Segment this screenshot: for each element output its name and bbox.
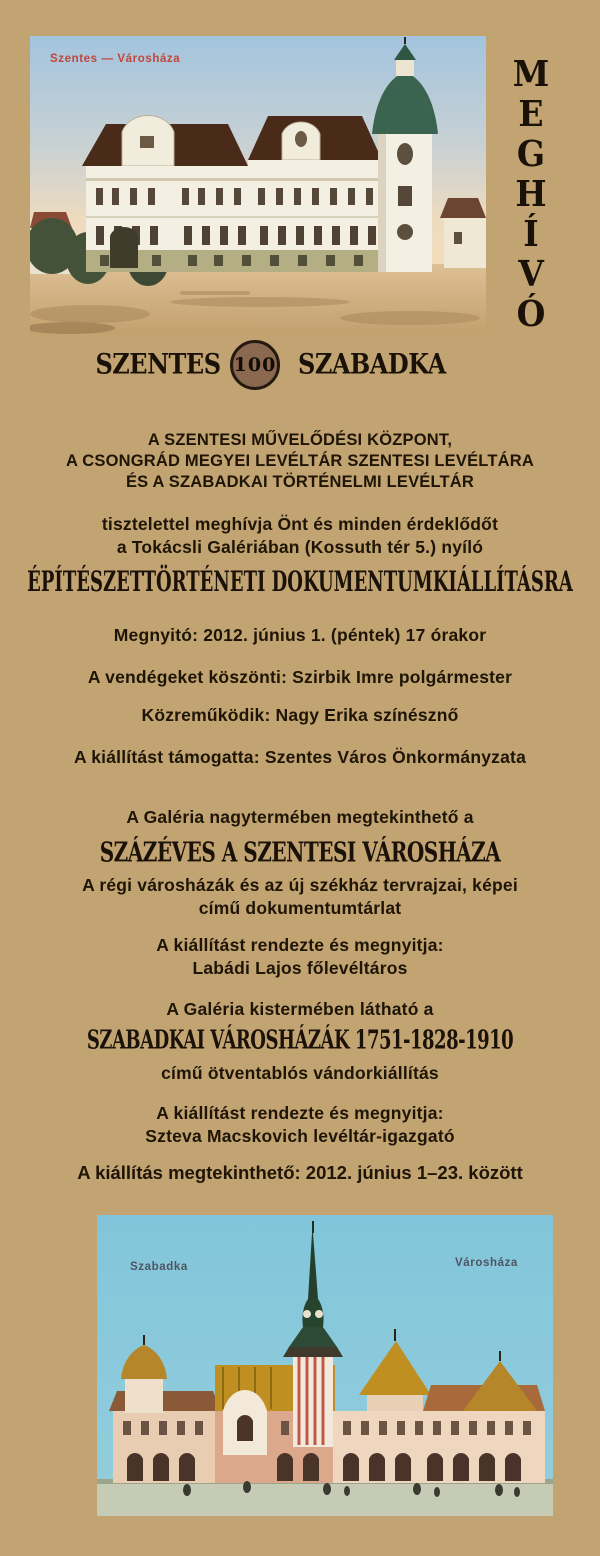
badge-number: 100: [233, 354, 277, 376]
hall2-curator-line: A kiállítást rendezte és megnyitja:: [156, 1103, 444, 1123]
hall1-subtitle-line: című dokumentumtárlat: [198, 898, 402, 918]
meghivo-vertical-title: [504, 54, 558, 334]
meghivo-letter: G: [516, 132, 546, 175]
hall1-exhibition-title: SZÁZÉVES A SZENTESI VÁROSHÁZA: [99, 835, 501, 869]
organizer-line: A SZENTESI MŰVELŐDÉSI KÖZPONT,: [147, 431, 453, 449]
right-house: [444, 218, 486, 268]
hall1-intro-line: A Galéria nagytermében megtekinthető a: [126, 807, 474, 827]
portal-gate: [110, 227, 138, 268]
tower-balcony: [283, 1347, 343, 1357]
meghivo-letter: Ó: [516, 292, 546, 335]
gable-window: [140, 136, 154, 148]
postcard-szabadka-image: [97, 1215, 553, 1516]
meghivo-letter: M: [512, 52, 550, 95]
cornice: [86, 178, 382, 181]
postcard-bottom-caption-left: Szabadka: [130, 1261, 188, 1273]
hall2-intro-line: A Galéria kistermében látható a: [166, 999, 434, 1019]
hall2-exhibition-title: SZABADKAI VÁROSHÁZÁK 1751-1828-1910: [86, 1025, 514, 1056]
right-house-window: [454, 232, 462, 244]
tower-window: [398, 186, 412, 206]
invitation-block: [0, 513, 600, 559]
postcard-top-caption: Szentes — Városháza: [50, 53, 181, 65]
hall2-curator-block: [0, 1102, 600, 1148]
meghivo-letter: V: [518, 252, 544, 295]
organizer-line: A CSONGRÁD MEGYEI LEVÉLTÁR SZENTESI LEVÉLTÁRA: [66, 452, 534, 470]
opening-line: Megnyitó: 2012. június 1. (péntek) 17 órakor: [113, 625, 487, 645]
hall2-subtitle-line: című ötventablós vándorkiállítás: [161, 1063, 439, 1083]
postcard-bottom-caption-right: Városháza: [455, 1257, 518, 1269]
invite-line: a Tokácsli Galériában (Kossuth tér 5.) nyíló: [116, 537, 484, 557]
centenary-badge: [230, 340, 280, 390]
clock-right: [315, 1310, 323, 1318]
tower-oval-window: [397, 143, 413, 165]
right-facade: [248, 160, 382, 264]
right-house-roof: [440, 198, 486, 218]
hall1-subtitle-line: A régi városházák és az új székház tervrajzai, képei: [82, 875, 518, 895]
clock-left: [303, 1310, 311, 1318]
gable-arch-window: [237, 1415, 253, 1441]
cornice2: [86, 216, 382, 218]
organizers-block: [0, 430, 600, 493]
contributor-line: Közreműködik: Nagy Erika színésznő: [141, 705, 459, 725]
main-exhibition-title: ÉPÍTÉSZETTÖRTÉNETI DOKUMENTUMKIÁLLÍTÁSRA: [27, 566, 573, 599]
hall1-subtitle-block: [0, 874, 600, 920]
left-tower-shaft: [125, 1377, 163, 1413]
hall1-curator-block: [0, 934, 600, 980]
hall1-curator-line: Labádi Lajos főlevéltáros: [192, 958, 408, 978]
tower-lantern: [396, 58, 414, 76]
greeting-line: A vendégeket köszönti: Szirbik Imre polgármester: [87, 667, 513, 687]
organizer-line: ÉS A SZABADKAI TÖRTÉNELMI LEVÉLTÁR: [125, 473, 475, 491]
szabadka-label: SZABADKA: [298, 346, 446, 381]
center-gable-window: [295, 131, 307, 147]
hall1-curator-line: A kiállítást rendezte és megnyitja:: [156, 935, 444, 955]
tower-shade: [378, 132, 386, 272]
sponsor-line: A kiállítást támogatta: Szentes Város Önkormányzata: [73, 747, 527, 767]
meghivo-letter: H: [515, 172, 547, 215]
szentes-label: SZENTES: [95, 346, 221, 381]
postcard-szentes-image: [30, 36, 486, 334]
tower-round-window: [397, 224, 413, 240]
meghivo-letter: E: [518, 92, 544, 135]
hall2-curator-line: Szteva Macskovich levéltár-igazgató: [145, 1126, 455, 1146]
meghivo-letter: Í: [523, 212, 539, 255]
invite-line: tisztelettel meghívja Önt és minden érdeklődőt: [101, 514, 499, 534]
viewing-period-line: A kiállítás megtekinthető: 2012. június 1–23. között: [77, 1162, 523, 1183]
